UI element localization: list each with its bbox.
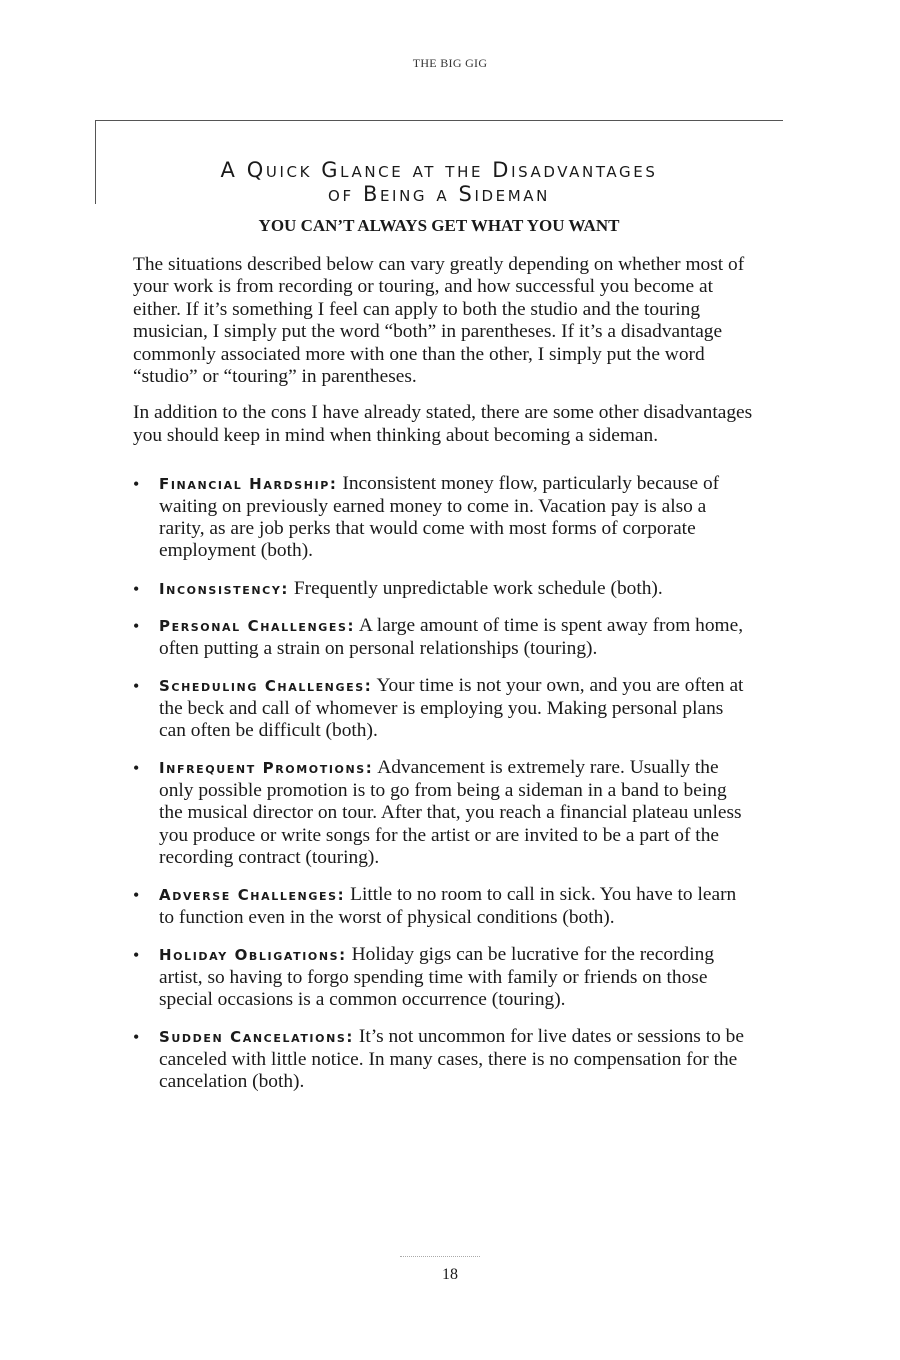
- intro-paragraph: The situations described below can vary greatly depending on whether most of your work is from recording or touring, and how successful you become at either. If it’s something I feel can apply to both the studio and the touring musician, I simply put the word “both” in parentheses. If it’s a disadvantage commonly associated more with one than the other, I simply put the word “studio” or “touring” in parentheses.: [133, 254, 745, 388]
- page-number: 18: [442, 1266, 458, 1283]
- running-head: THE BIG GIG: [412, 56, 488, 70]
- item-text: Inconsistent money flow, particularly because of waiting on previously earned money to come in. Vacation pay is also a rarity, as are job perks that would come with most forms of corporate employment (both).: [159, 473, 720, 562]
- sidebar-title-line-2: of Being a Sideman: [328, 182, 550, 206]
- bullet-icon: •: [133, 1027, 140, 1048]
- term-sudden-cancelations: Sudden Cancelations:: [159, 1028, 354, 1047]
- item-text: Frequently unpredictable work schedule (both).: [293, 577, 663, 599]
- term-financial-hardship: Financial Hardship:: [159, 475, 338, 494]
- cons-paragraph: In addition to the cons I have already stated, there are some other disadvantages you should keep in mind when thinking about becoming a sideman.: [133, 402, 753, 446]
- sidebar-box-top-rule: [95, 120, 783, 121]
- list-item: [133, 1026, 753, 1093]
- list-item: [133, 578, 753, 600]
- bullet-icon: •: [133, 885, 140, 906]
- term-infrequent-promotions: Infrequent Promotions:: [159, 759, 374, 778]
- sidebar-content: [133, 254, 753, 1109]
- term-scheduling-challenges: Scheduling Challenges:: [159, 677, 373, 696]
- list-item: [133, 473, 753, 563]
- term-personal-challenges: Personal Challenges:: [159, 617, 356, 636]
- bullet-icon: •: [133, 945, 140, 966]
- bullet-icon: •: [133, 578, 140, 599]
- list-item: [133, 615, 753, 660]
- list-item: [133, 757, 753, 869]
- item-text: It’s not uncommon for live dates or sessions to be canceled with little notice. In many cases, there is no compensation for the cancelation (both).: [159, 1026, 744, 1093]
- list-item: [133, 884, 753, 929]
- item-text: Little to no room to call in sick. You have to learn to function even in the worst of physical conditions (both).: [159, 884, 737, 928]
- term-holiday-obligations: Holiday Obligations:: [159, 946, 347, 965]
- term-adverse-challenges: Adverse Challenges:: [159, 886, 346, 905]
- item-text: A large amount of time is spent away from home, often putting a strain on personal relationships (touring).: [159, 615, 744, 659]
- item-text: Holiday gigs can be lucrative for the recording artist, so having to forgo spending time with family or friends on those special occasions is a common occurrence (touring).: [159, 944, 715, 1010]
- list-item: [133, 944, 753, 1011]
- disadvantages-list: [133, 473, 753, 1093]
- sidebar-title: [95, 158, 783, 206]
- bullet-icon: •: [133, 676, 140, 697]
- item-text: Advancement is extremely rare. Usually the only possible promotion is to go from being a sideman in a band to being the musical director on tour. After that, you reach a financial plateau unless you produce or write songs for the artist or are invited to be a part of the recording contract (touring).: [159, 757, 742, 868]
- item-text: Your time is not your own, and you are often at the beck and call of whomever is employing you. Making personal plans can often be difficult (both).: [159, 675, 744, 741]
- sidebar-title-line-1: A Quick Glance at the Disadvantages: [220, 158, 658, 182]
- list-item: [133, 675, 753, 742]
- sidebar-subheading: YOU CAN’T ALWAYS GET WHAT YOU WANT: [258, 216, 620, 235]
- bullet-icon: •: [133, 474, 140, 495]
- term-inconsistency: Inconsistency:: [159, 579, 290, 598]
- bullet-icon: •: [133, 758, 140, 779]
- bullet-icon: •: [133, 616, 140, 637]
- footer-rule: [400, 1256, 480, 1257]
